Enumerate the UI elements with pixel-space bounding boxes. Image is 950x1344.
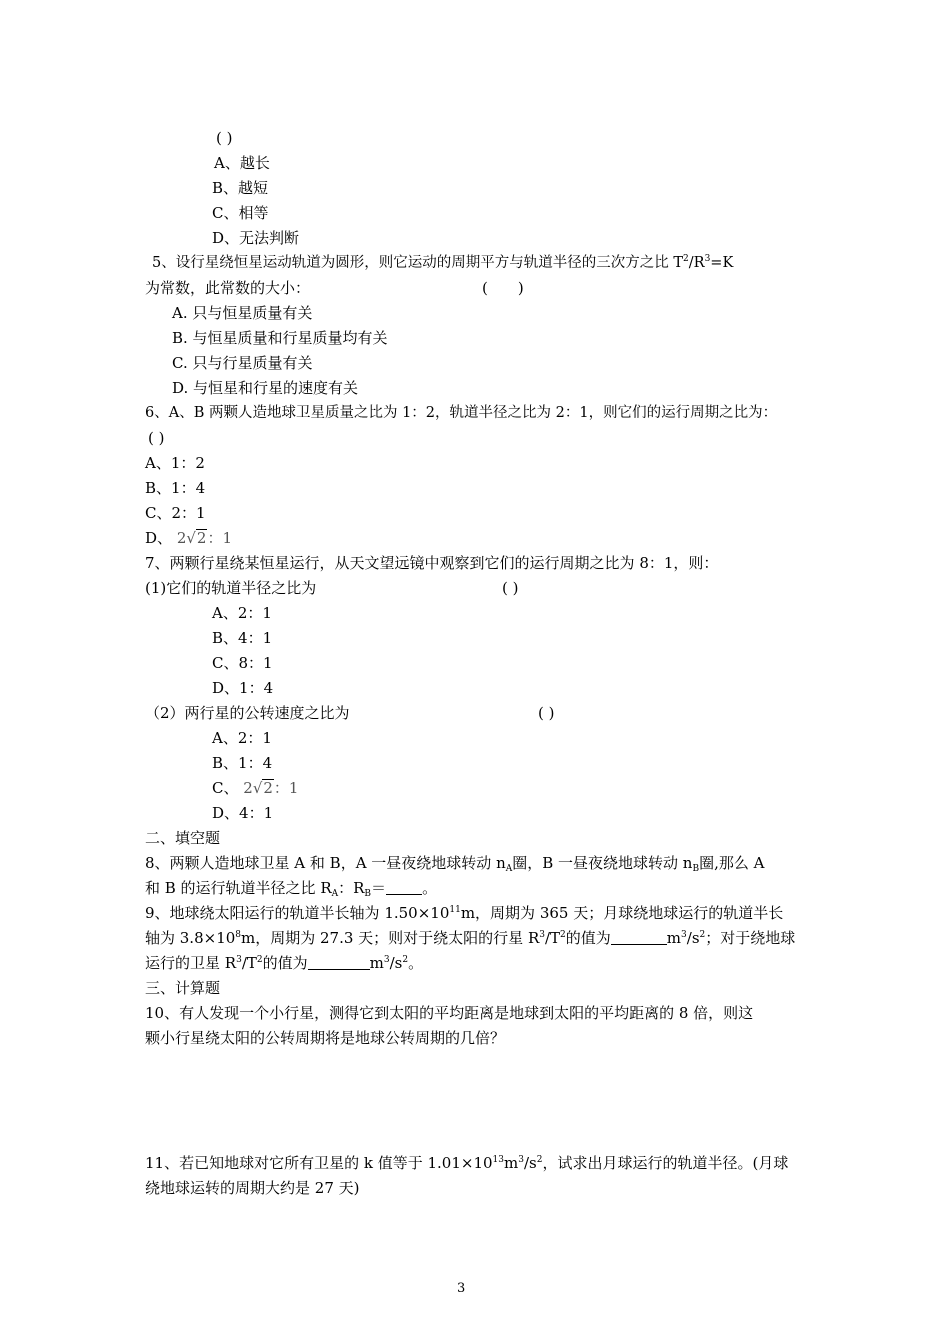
page-number: 3 [457, 1281, 466, 1296]
q6-option-b: B、1：4 [145, 479, 206, 497]
q7-paren2: ( ) [538, 704, 555, 722]
q9-answer-blank-earth[interactable] [308, 955, 370, 970]
q7-2-option-d: D、4：1 [212, 804, 274, 822]
q6-option-a: A、1：2 [145, 454, 205, 472]
q6-line1: 6、A、B 两颗人造地球卫星质量之比为 1：2，轨道半径之比为 2：1，则它们的运行周期之比为： [145, 405, 778, 421]
q4-option-b: B、越短 [212, 179, 269, 197]
q9-answer-blank-sun[interactable] [611, 930, 667, 945]
section-fill-in-heading: 二、填空题 [145, 829, 221, 847]
q7-1-option-c: C、8：1 [212, 654, 273, 672]
q5-option-c: C. 只与行星质量有关 [172, 354, 313, 372]
q8-line1: 8、两颗人造地球卫星 A 和 B，A 一昼夜绕地球转动 $n_A$圈，B 一昼夜绕地球转动 $n_B$圈,那么 A [145, 854, 765, 874]
q7-2-option-a: A、2：1 [212, 729, 272, 747]
q5-line1: 5、设行星绕恒星运动轨道为圆形，则它运动的周期平方与轨道半径的三次方之比 $T^2/R^3=K$ [152, 254, 734, 271]
q11-line2: 绕地球运转的周期大约是 27 天) [145, 1179, 360, 1197]
q6-option-d: D、 2√2：1 [145, 529, 233, 547]
q6-option-c: C、2：1 [145, 504, 206, 522]
q5-option-a: A. 只与恒星质量有关 [172, 304, 313, 322]
q7-sub2: （2）两行星的公转速度之比为 [145, 704, 350, 722]
q4-option-a: A、越长 [214, 154, 270, 172]
q5-option-d: D. 与恒星和行星的速度有关 [172, 379, 359, 397]
q10-line1: 10、有人发现一个小行星，测得它到太阳的平均距离是地球到太阳的平均距离的 8 倍，则这 [145, 1004, 754, 1022]
q4-paren: ( ) [216, 129, 233, 147]
q8-answer-blank[interactable] [386, 880, 422, 895]
q7-1-option-b: B、4：1 [212, 629, 273, 647]
q7-2-option-c: C、 2√2：1 [212, 779, 299, 797]
q5-line2: 为常数，此常数的大小： [145, 279, 311, 297]
q7-1-option-a: A、2：1 [212, 604, 272, 622]
q6-paren: ( ) [148, 429, 165, 447]
q5-paren: ( ) [482, 279, 524, 297]
q7-1-option-d: D、1：4 [212, 679, 274, 697]
q7-sub1: (1)它们的轨道半径之比为 [145, 579, 317, 597]
q9-line3: 运行的卫星 $R^3/T^2$的值为 $m^3/s^2$。 [145, 954, 424, 972]
q4-option-c: C、相等 [212, 204, 269, 222]
q5-option-b: B. 与恒星质量和行星质量均有关 [172, 329, 388, 347]
q8-line2: 和 B 的运行轨道半径之比 $R_A$：$R_B=$ 。 [145, 879, 438, 899]
q7-paren1: ( ) [502, 579, 519, 597]
q7-2-option-b: B、1：4 [212, 754, 273, 772]
q10-line2: 颗小行星绕太阳的公转周期将是地球公转周期的几倍？ [145, 1029, 506, 1047]
section-calculation-heading: 三、计算题 [145, 979, 221, 997]
q9-line1: 9、地球绕太阳运行的轨道半长轴为 $1.50\times 10^{11}m$，周期为 365 天；月球绕地球运行的轨道半长 [145, 904, 784, 922]
q4-option-d: D、无法判断 [212, 229, 300, 247]
q7-line1: 7、两颗行星绕某恒星运行，从天文望远镜中观察到它们的运行周期之比为 8：1，则： [145, 554, 719, 572]
q11-line1: 11、若已知地球对它所有卫星的 k 值等于 $1.01\times 10^{13}m^3/s^2$，试求出月球运行的轨道半径。(月球 [145, 1154, 789, 1172]
q9-line2: 轴为 $3.8\times 10^8m$，周期为 27.3 天；则对于绕太阳的行星 $R^3/T^2$的值为 $m^3/s^2$；对于绕地球 [145, 929, 796, 947]
